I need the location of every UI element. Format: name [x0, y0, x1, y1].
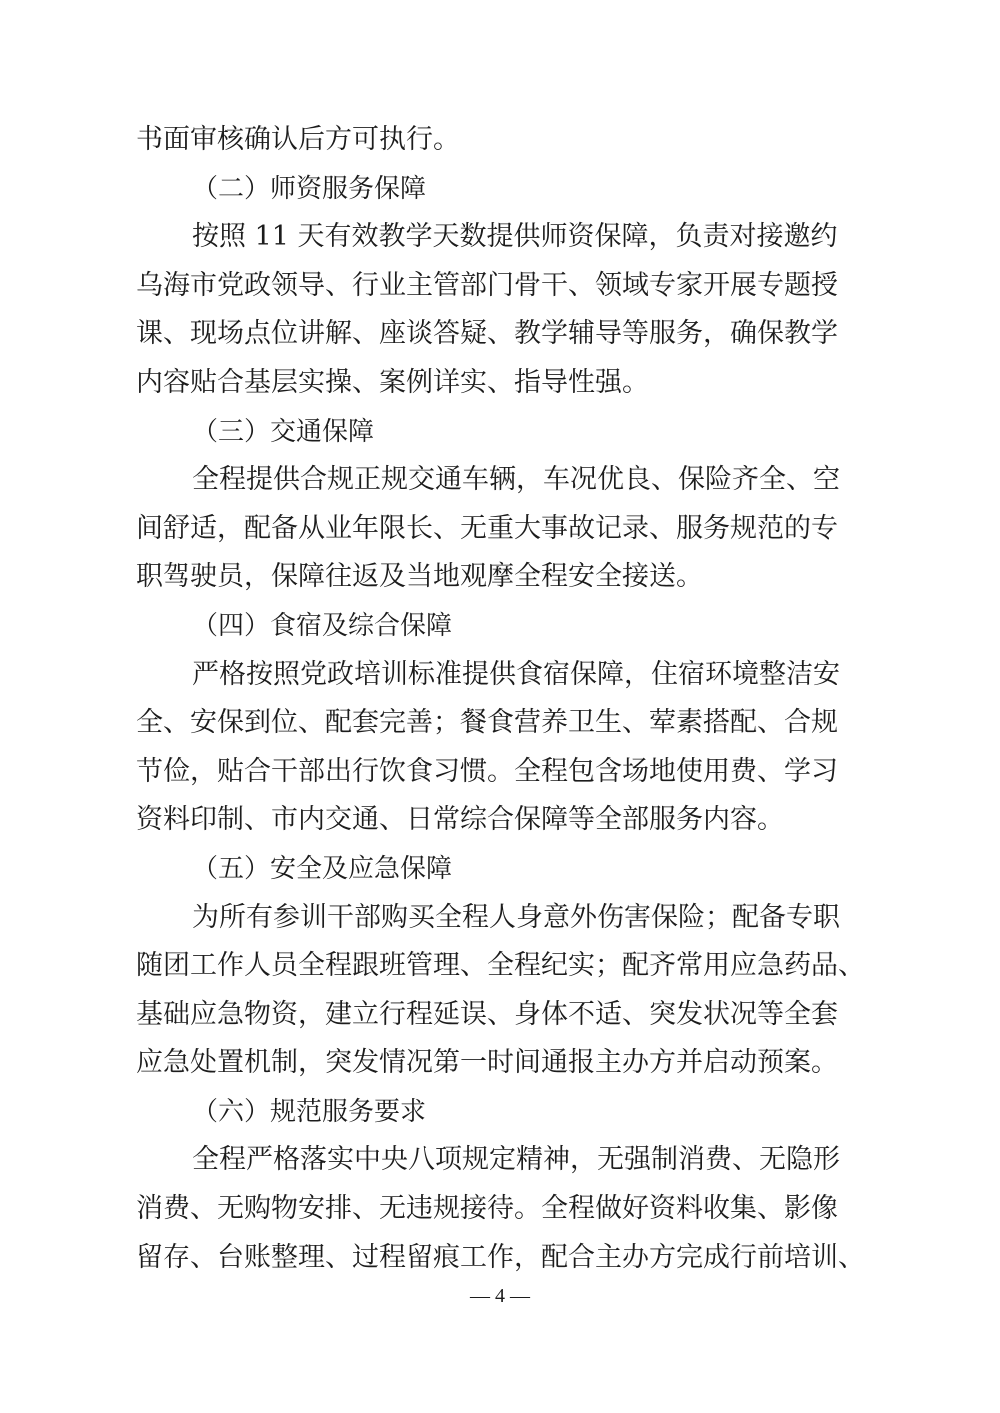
body-line: 节俭，贴合干部出行饮食习惯。全程包含场地使用费、学习 [136, 755, 838, 787]
body-line: 职驾驶员，保障往返及当地观摩全程安全接送。 [136, 561, 703, 593]
body-line: 严格按照党政培训标准提供食宿保障，住宿环境整洁安 [192, 658, 840, 690]
section-heading-safety: （五）安全及应急保障 [192, 853, 453, 884]
body-line: 全程提供合规正规交通车辆，车况优良、保险齐全、空 [192, 464, 840, 496]
body-line: 全程严格落实中央八项规定精神，无强制消费、无隐形 [192, 1144, 840, 1176]
body-line: 课、现场点位讲解、座谈答疑、教学辅导等服务，确保教学 [136, 318, 838, 350]
page-number: — 4 — [470, 1285, 530, 1307]
document-body [136, 116, 865, 1282]
body-line: 消费、无购物安排、无违规接待。全程做好资料收集、影像 [136, 1193, 838, 1225]
body-line: 应急处置机制，突发情况第一时间通报主办方并启动预案。 [136, 1047, 838, 1079]
section-heading-teachers: （二）师资服务保障 [192, 173, 427, 204]
body-line: 间舒适，配备从业年限长、无重大事故记录、服务规范的专 [136, 512, 838, 544]
body-line: 书面审核确认后方可执行。 [136, 124, 460, 155]
body-line: 乌海市党政领导、行业主管部门骨干、领域专家开展专题授 [136, 269, 838, 301]
section-heading-transport: （三）交通保障 [192, 416, 375, 447]
body-line: 留存、台账整理、过程留痕工作，配合主办方完成行前培训、 [136, 1241, 865, 1273]
body-line: 全、安保到位、配套完善；餐食营养卫生、荤素搭配、合规 [136, 707, 838, 739]
body-line: 基础应急物资，建立行程延误、身体不适、突发状况等全套 [136, 998, 838, 1030]
body-line: 内容贴合基层实操、案例详实、指导性强。 [136, 366, 649, 398]
body-line: 资料印制、市内交通、日常综合保障等全部服务内容。 [136, 804, 784, 836]
body-line: 按照 11 天有效教学天数提供师资保障，负责对接邀约 [192, 221, 838, 253]
section-heading-service: （六）规范服务要求 [192, 1096, 427, 1127]
body-line: 为所有参训干部购买全程人身意外伤害保险；配备专职 [192, 901, 840, 933]
body-line: 随团工作人员全程跟班管理、全程纪实；配齐常用应急药品、 [136, 950, 865, 982]
section-heading-lodging: （四）食宿及综合保障 [192, 610, 453, 641]
